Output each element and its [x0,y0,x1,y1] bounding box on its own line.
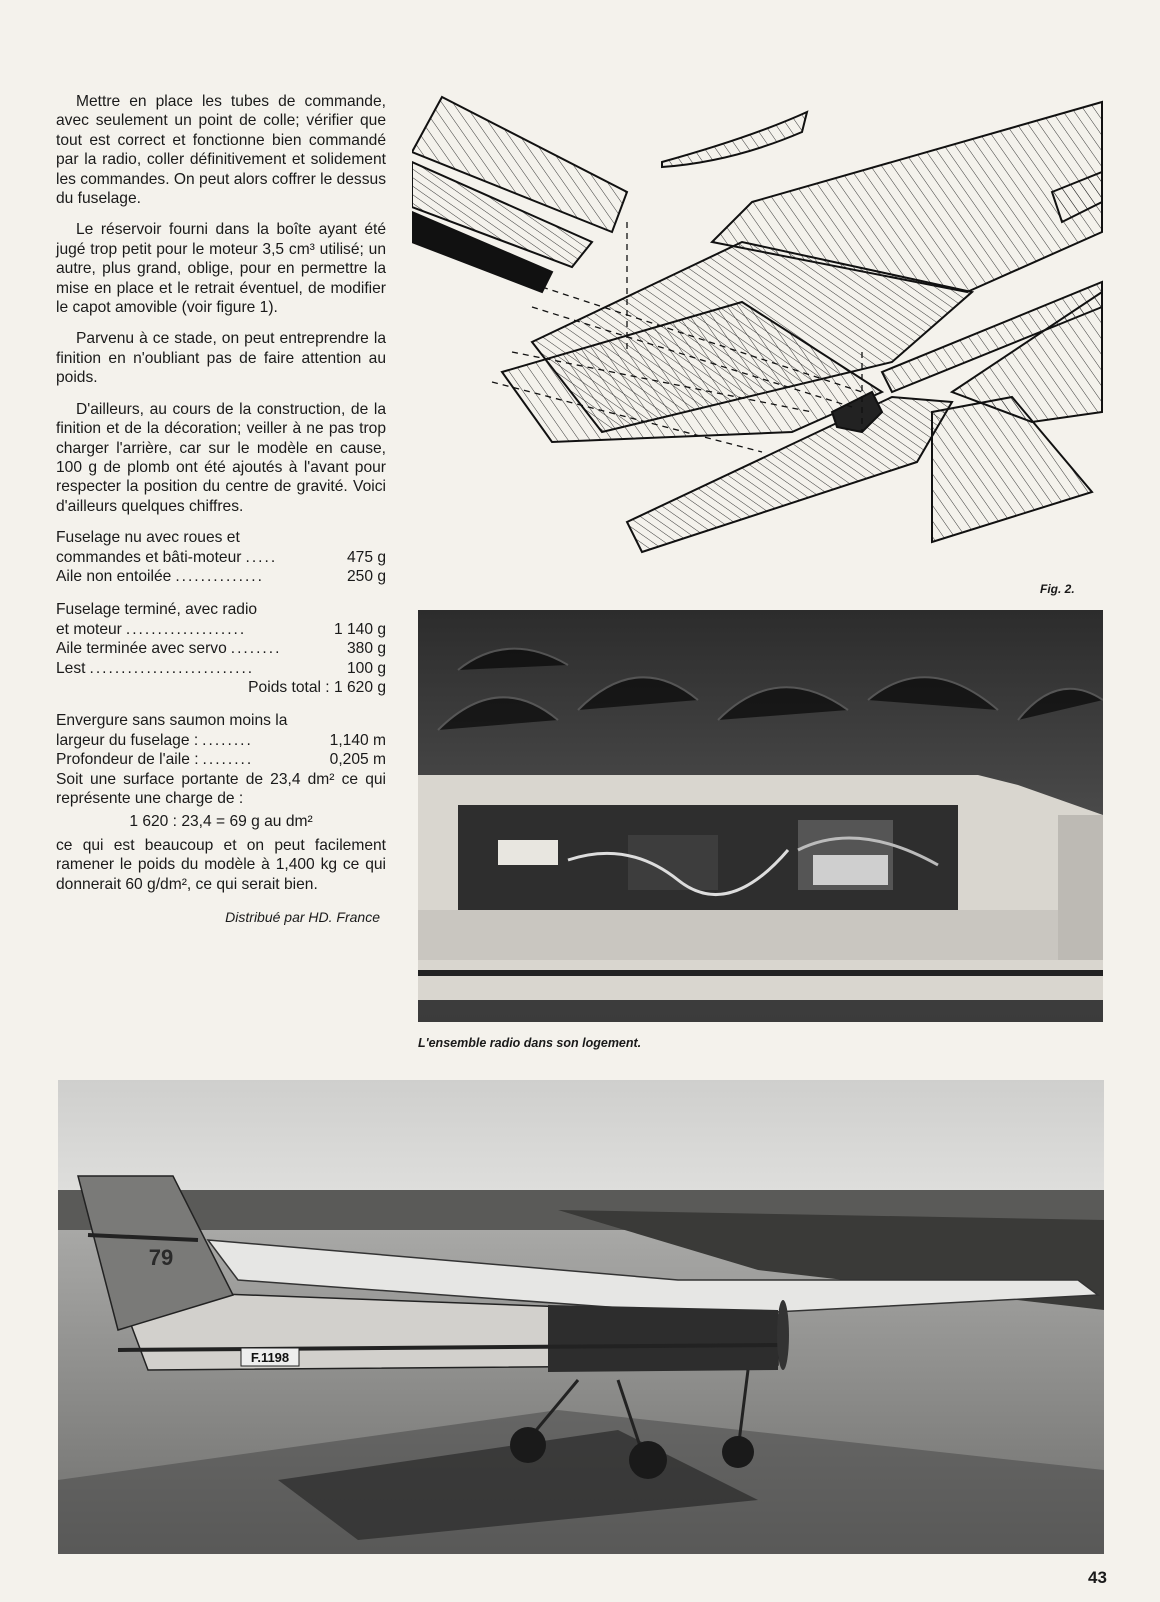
page-number: 43 [1088,1568,1107,1587]
weight-total: Poids total : 1 620 g [248,678,386,696]
weight-row: Fuselage terminé, avec radio [56,601,258,619]
spec-line: Envergure sans saumon moins la [56,712,288,730]
article-column [56,92,386,927]
spec-line: Soit une surface portante de 23,4 dm² ce qui représente une charge de : [56,770,386,807]
weights-group-bare [56,528,386,586]
figure-2-caption: Fig. 2. [1040,582,1075,596]
spec-line: ce qui est beaucoup et on peut facilement ramener le poids du modèle à 1,400 kg ce qui donnerait 60 g/dm², ce qui serait bien. [56,836,386,893]
figure-2-drawing [412,92,1108,562]
weights-table [56,528,386,697]
spec-block [56,711,386,894]
tail-number-text: 79 [148,1245,174,1270]
photo-radio-caption: L'ensemble radio dans son logement. [418,1036,642,1050]
registration-text: F.1198 [250,1350,290,1365]
photo-radio-compartment [418,610,1103,1022]
paragraph: D'ailleurs, au cours de la construction, de la finition et de la décoration; veiller à ne pas trop charger l'arrière, car sur le modèle en cause, 100 g de plomb ont été ajoutés à l'avant pour respecter la position du centre de gravité. Voici d'ailleurs quelques chiffres. [56,400,386,515]
weight-row: Aile terminée avec servo ........ 380 g [56,640,386,658]
paragraph: Parvenu à ce stade, on peut entreprendre la finition en n'oubliant pas de faire attention au poids. [56,330,386,387]
wing-loading-formula: 1 620 : 23,4 = 69 g au dm² [129,813,313,831]
weight-row: Aile non entoilée .............. 250 g [56,567,386,585]
paragraph: Le réservoir fourni dans la boîte ayant été jugé trop petit pour le moteur 3,5 cm³ utilisé; un autre, plus grand, oblige, pour en permettre la mise en place et le retrait éventuel, de modifier le capot amovible (voir figure 1). [56,221,386,317]
paragraph: Mettre en place les tubes de commande, avec seulement un point de colle; vérifier que tout est correct et fonctionne bien commandé par la radio, coller définitivement et solidement les commandes. On peut alors coffrer le dessus du fuselage. [56,93,386,208]
spec-row: Profondeur de l'aile : ........ 0,205 m [56,751,386,769]
weights-group-finished [56,600,386,697]
weight-row: Fuselage nu avec roues et [56,529,240,547]
photo-model-airplane [58,1080,1104,1554]
weight-row: Lest .......................... 100 g [56,659,386,677]
spec-row: largeur du fuselage : ........ 1,140 m [56,731,386,749]
weight-row: commandes et bâti-moteur ..... 475 g [56,548,386,566]
distributor-credit: Distribué par HD. France [225,909,380,926]
weight-row: et moteur ................... 1 140 g [56,620,386,638]
